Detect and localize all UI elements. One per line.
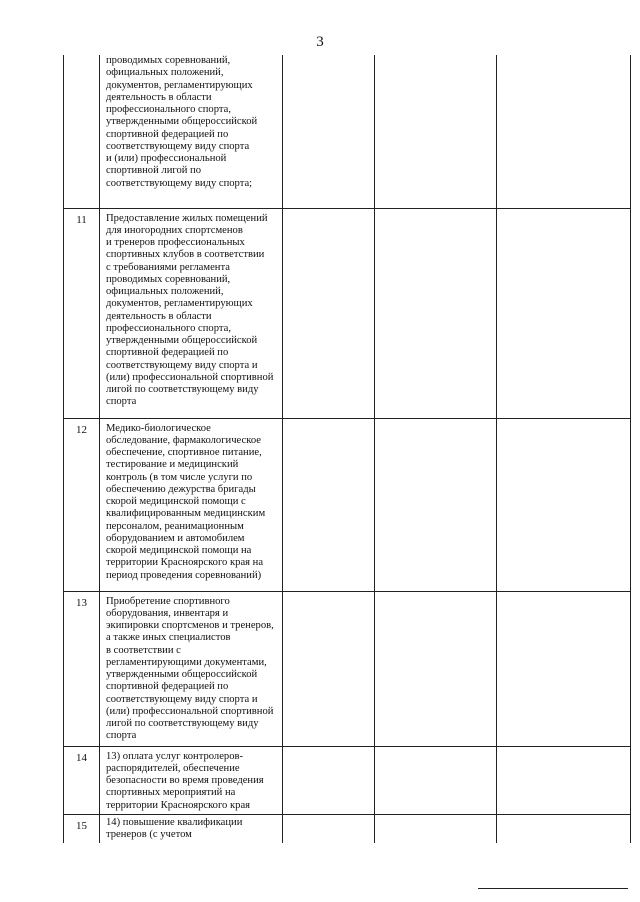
- empty-cell: [375, 591, 497, 746]
- empty-cell: [283, 591, 375, 746]
- row-description-text: Медико-биологическое обследование, фармакологическое обеспечение, спортивное питание, тестирование и медицинский контроль (в том числе услуги по обеспечению дежурства бригады скорой медицинской помощи с квалифицированным медицинским персоналом, реанимационным оборудованием и автомобилем скорой медицинской помощи на территории Красноярского края на период проведения соревнований): [106, 422, 266, 581]
- row-description: [100, 814, 283, 843]
- row-number: 13: [64, 591, 100, 746]
- row-description-text: 13) оплата услуг контролеров- распорядителей, обеспечение безопасности во время проведения спортивных мероприятий на территории Красноярского края: [106, 750, 264, 811]
- row-description: [100, 208, 283, 418]
- row-description-text: Приобретение спортивного оборудования, инвентаря и экипировки спортсменов и тренеров, а также иных специалистов в соответствии с регламентирующими документами, утвержденными общероссийской спортивной федерацией по соответствующему виду спорта и (или) профессиональной спортивной лигой по соответствующему виду спорта: [106, 595, 274, 742]
- empty-cell: [283, 814, 375, 843]
- table-row: [64, 591, 631, 746]
- row-description-text: 14) повышение квалификации тренеров (с учетом: [106, 816, 243, 840]
- table-row: [64, 814, 631, 843]
- table-row: [64, 208, 631, 418]
- empty-cell: [497, 746, 631, 814]
- empty-cell: [283, 746, 375, 814]
- row-number: 11: [64, 208, 100, 418]
- empty-cell: [283, 55, 375, 208]
- table-row: [64, 746, 631, 814]
- empty-cell: [497, 591, 631, 746]
- empty-cell: [375, 208, 497, 418]
- row-description-text: Предоставление жилых помещений для иногородних спортсменов и тренеров профессиональных спортивных клубов в соответствии с требованиями регламента проводимых соревнований, официальных положений, документов, регламентирующих деятельность в области профессионального спорта, утвержденными общероссийской спортивной федерацией по соответствующему виду спорта и (или) профессиональной спортивной лигой по соответствующему виду спорта: [106, 212, 274, 408]
- row-number: [64, 55, 100, 208]
- empty-cell: [375, 55, 497, 208]
- row-description: [100, 55, 283, 208]
- table-row: [64, 418, 631, 591]
- row-description-text: проводимых соревнований, официальных положений, документов, регламентирующих деятельность в области профессионального спорта, утвержденными общероссийской спортивной федерацией по соответствующему виду спорта и (или) профессиональной спортивной лигой по соответствующему виду спорта;: [106, 55, 258, 189]
- empty-cell: [375, 418, 497, 591]
- row-description: [100, 591, 283, 746]
- empty-cell: [497, 418, 631, 591]
- empty-cell: [497, 814, 631, 843]
- row-description: [100, 418, 283, 591]
- row-number: 12: [64, 418, 100, 591]
- document-table: [63, 55, 631, 843]
- page-number: 3: [316, 34, 324, 50]
- footer-divider: [478, 888, 628, 889]
- empty-cell: [497, 208, 631, 418]
- row-description: [100, 746, 283, 814]
- empty-cell: [497, 55, 631, 208]
- table-row: [64, 55, 631, 208]
- row-number: 15: [64, 814, 100, 843]
- empty-cell: [375, 814, 497, 843]
- empty-cell: [283, 208, 375, 418]
- empty-cell: [375, 746, 497, 814]
- empty-cell: [283, 418, 375, 591]
- row-number: 14: [64, 746, 100, 814]
